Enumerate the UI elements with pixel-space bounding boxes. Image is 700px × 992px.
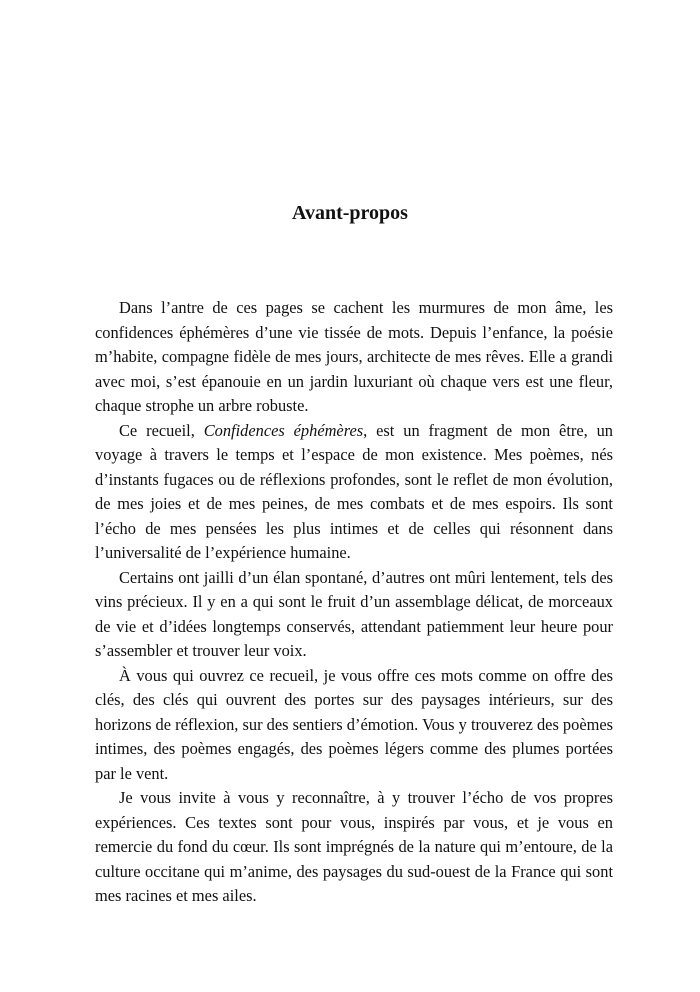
paragraph: Je vous invite à vous y reconnaître, à y trouver l’écho de vos propres expériences. Ces textes sont pour vous, inspirés par vous, et je vous en remercie du fond du cœur. Ils sont imprégnés de la nature qui m’entoure, de la culture occitane qui m’anime, des paysages du sud-ouest de la France qui sont mes racines et mes ailes. — [95, 788, 613, 905]
paragraph: Dans l’antre de ces pages se cachent les murmures de mon âme, les confidences éphémères d’une vie tissée de mots. Depuis l’enfance, la poésie m’habite, compagne fidèle de mes jours, architecte de mes rêves. Elle a grandi avec moi, s’est épanouie en un jardin luxuriant où chaque vers est une fleur, chaque strophe un arbre robuste. — [95, 298, 613, 415]
book-title-italic: Confidences éphémères — [203, 420, 364, 440]
paragraph: Certains ont jailli d’un élan spontané, d’autres ont mûri lentement, tels des vins précieux. Il y en a qui sont le fruit d’un assemblage délicat, de morceaux de vie et d’idées longtemps conservés, attendant patiemment leur heure pour s’assembler et trouver leur voix. — [95, 567, 613, 660]
paragraph: À vous qui ouvrez ce recueil, je vous offre ces mots comme on offre des clés, des clés qui ouvrent des portes sur des paysages intérieurs, sur des horizons de réflexion, sur des sentiers d’émotion. Vous y trouverez des poèmes intimes, des poèmes engagés, des poèmes légers comme des plumes portées par le vent. — [95, 665, 613, 783]
page-title: Avant-propos — [292, 202, 408, 224]
paragraph-text-before: Ce recueil, — [119, 420, 204, 440]
paragraph-text-after: , est un fragment de mon être, un voyage à travers le temps et l’espace de mon existence. Mes poèmes, nés d’instants fugaces ou de réflexions profondes, sont le reflet de mon évolution, de mes joies et de mes peines, de mes combats et de mes espoirs. Ils sont l’écho de mes pensées les plus intimes et de celles qui résonnent dans l’universalité de l’expérience humaine. — [95, 420, 614, 562]
paragraph — [95, 419, 613, 566]
foreword-body — [95, 296, 613, 909]
